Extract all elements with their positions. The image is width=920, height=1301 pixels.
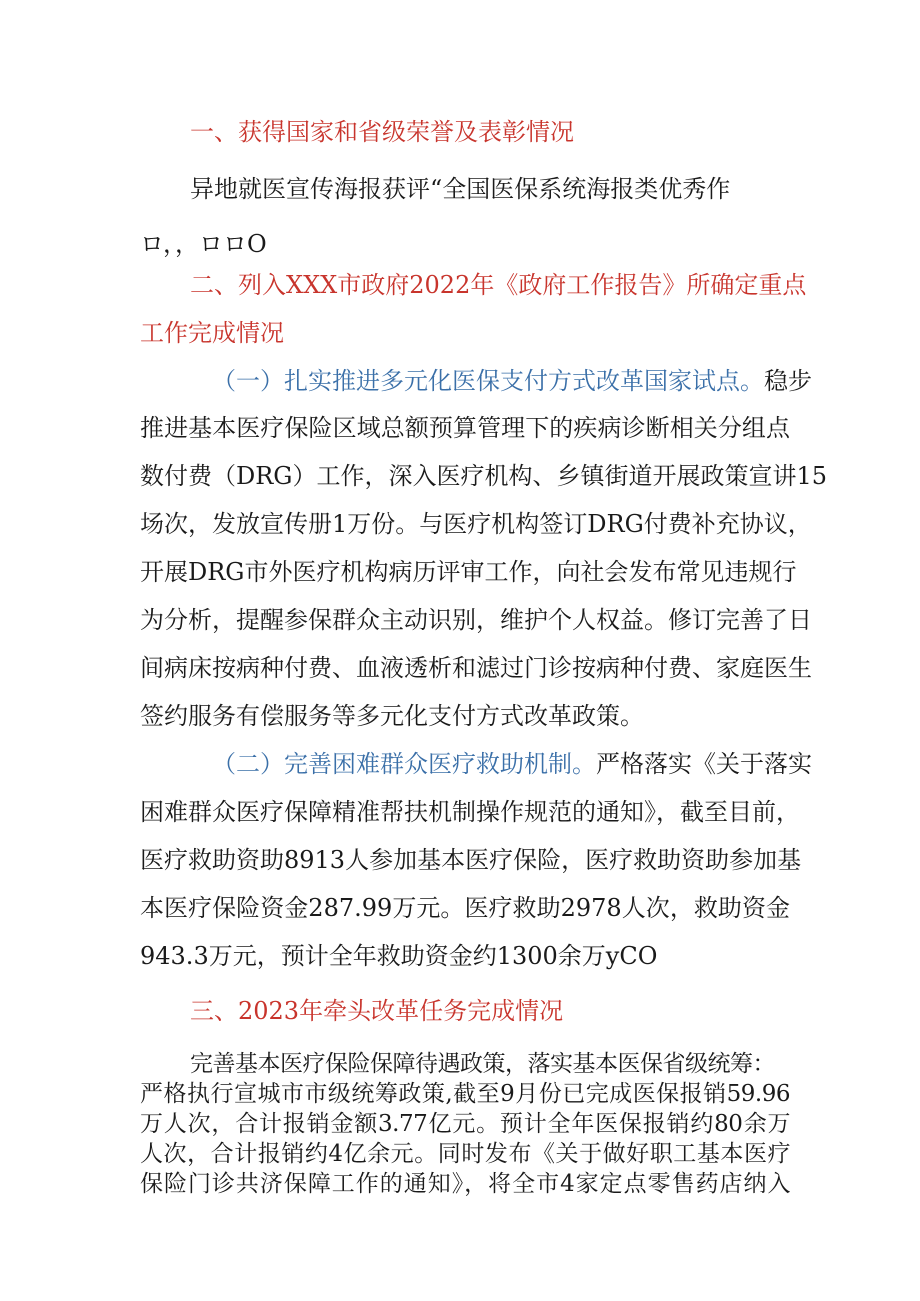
item1-line: 开展DRG市外医疗机构病历评审工作，向社会发布常见违规行 bbox=[140, 558, 797, 586]
heading-honors: 一、获得国家和省级荣誉及表彰情况 bbox=[190, 118, 574, 146]
item2-line: 943.3万元，预计全年救助资金约1300余万yCO bbox=[140, 942, 658, 970]
section3-line: 严格执行宣城市市级统筹政策,截至9月份已完成医保报销59.96 bbox=[140, 1081, 790, 1107]
item2-first-line-rest: 严格落实《关于落实 bbox=[596, 750, 812, 778]
heading-reform-tasks: 三、2023年牵头改革任务完成情况 bbox=[190, 997, 564, 1025]
section3-line: 人次，合计报销约4亿余元。同时发布《关于做好职工基本医疗 bbox=[140, 1141, 790, 1167]
item2-line: 困难群众医疗保障精准帮扶机制操作规范的通知》，截至目前， bbox=[140, 798, 800, 826]
item2-title: （二）完善困难群众医疗救助机制。 bbox=[212, 750, 596, 778]
section3-line: 完善基本医疗保险保障待遇政策，落实基本医保省级统筹： bbox=[190, 1051, 775, 1077]
section3-line: 万人次，合计报销金额3.77亿元。预计全年医保报销约80余万 bbox=[140, 1111, 790, 1137]
item1-line: 签约服务有偿服务等多元化支付方式改革政策。 bbox=[140, 702, 644, 730]
honors-line-2: ロ，，ロロO bbox=[140, 230, 267, 258]
item1-line: 推进基本医疗保险区域总额预算管理下的疾病诊断相关分组点 bbox=[140, 414, 790, 442]
item2-line: 本医疗保险资金287.99万元。医疗救助2978人次，救助资金 bbox=[140, 894, 790, 922]
item1-line: 间病床按病种付费、血液透析和滤过门诊按病种付费、家庭医生 bbox=[140, 654, 812, 682]
heading-key-work-line-2: 工作完成情况 bbox=[140, 319, 284, 347]
item1-first-line bbox=[212, 366, 812, 396]
honors-line-1: 异地就医宣传海报获评“全国医保系统海报类优秀作 bbox=[190, 175, 731, 203]
item2-first-line bbox=[212, 749, 812, 779]
item1-title: （一）扎实推进多元化医保支付方式改革国家试点。 bbox=[212, 367, 764, 395]
section3-line: 保险门诊共济保障工作的通知》，将全市4家定点零售药店纳入 bbox=[140, 1171, 790, 1197]
item1-first-line-rest: 稳步 bbox=[764, 367, 812, 395]
heading-key-work-line-1: 二、列入XXX市政府2022年《政府工作报告》所确定重点 bbox=[190, 271, 807, 299]
item1-line: 为分析，提醒参保群众主动识别，维护个人权益。修订完善了日 bbox=[140, 606, 812, 634]
item1-line: 场次，发放宣传册1万份。与医疗机构签订DRG付费补充协议， bbox=[140, 510, 812, 538]
item2-line: 医疗救助资助8913人参加基本医疗保险，医疗救助资助参加基 bbox=[140, 846, 802, 874]
item1-line: 数付费（DRG）工作，深入医疗机构、乡镇街道开展政策宣讲15 bbox=[140, 462, 828, 490]
